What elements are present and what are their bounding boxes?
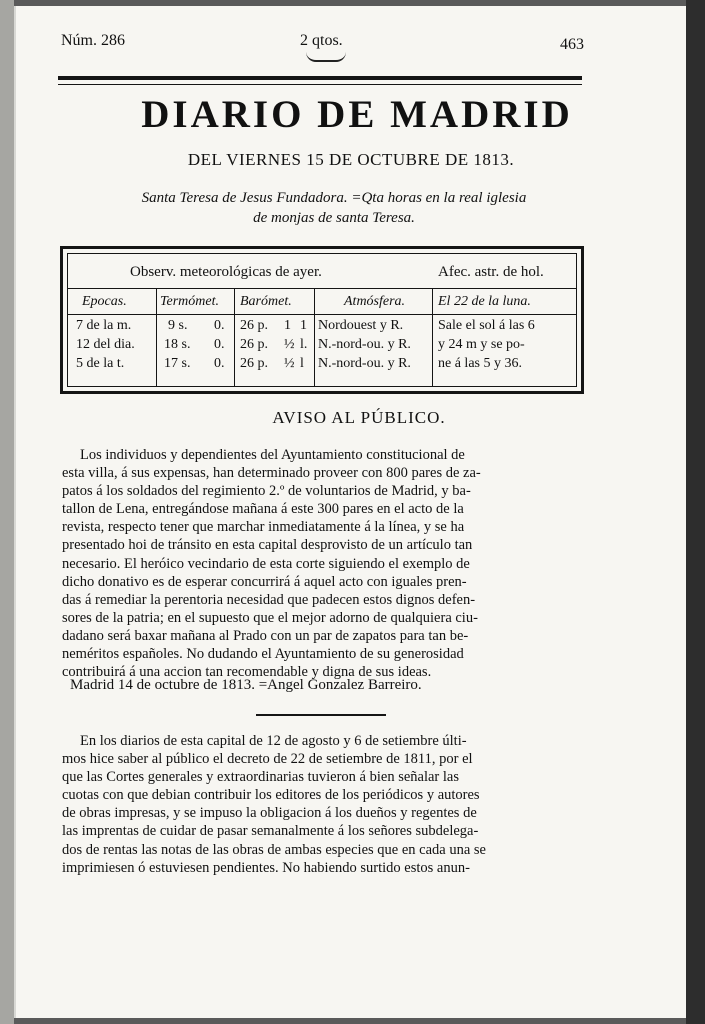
newspaper-page xyxy=(14,6,688,1018)
aviso-line: presentado hoi de tránsito en esta capital desprovisto de un artículo tan xyxy=(62,537,473,554)
aviso-line: Los individuos y dependientes del Ayuntamiento constitucional de xyxy=(80,447,465,463)
col-header-epocas: Epocas. xyxy=(82,294,127,309)
col-header-atmosfera: Atmósfera. xyxy=(344,294,406,309)
meteo-row-2-baro-unit: l. xyxy=(300,337,308,352)
aviso-line: contribuirá á una accion tan recomendable y digna de sus ideas. xyxy=(62,664,432,681)
notice-line: las imprentas de cuidar de pasar semanalmente á los señores subdelega- xyxy=(62,823,479,840)
col-header-barometro: Barómet. xyxy=(240,294,292,309)
meteo-heading-right: Afec. astr. de hol. xyxy=(438,264,544,280)
aviso-line: esta villa, á sus expensas, han determinado proveer con 800 pares de za- xyxy=(62,465,481,482)
meteo-heading-left: Observ. meteorológicas de ayer. xyxy=(130,264,322,280)
header-rule-thin xyxy=(58,84,582,85)
meteo-row-3-baro: 26 p. xyxy=(240,356,268,371)
notice-line: imprimiesen ó estuviesen pendientes. No habiendo surtido estos anun- xyxy=(62,859,470,876)
notice-line: En los diarios de esta capital de 12 de agosto y 6 de setiembre últi- xyxy=(80,733,467,749)
section-divider xyxy=(256,714,386,716)
meteo-row-1-temp-frac: 0. xyxy=(214,318,225,333)
meteo-row-2-temp-frac: 0. xyxy=(214,337,225,352)
notice-body xyxy=(62,732,580,877)
page-number: 463 xyxy=(560,36,584,53)
issue-number: Núm. 286 xyxy=(61,32,125,49)
meteo-row-3-luna: ne á las 5 y 36. xyxy=(438,356,522,371)
saint-line-2: de monjas de santa Teresa. xyxy=(253,210,415,226)
notice-line: de obras impresas, y se impuso la obligacion á los dueños y regentes de xyxy=(62,805,477,822)
col-header-luna: El 22 de la luna. xyxy=(438,294,531,309)
aviso-line: patos á los soldados del regimiento 2.º de voluntarios de Madrid, y ba- xyxy=(62,483,471,500)
meteo-row-2-baro-frac: ½ xyxy=(284,337,295,352)
notice-line: dos de rentas las notas de las obras de ambas especies que en cada una se xyxy=(62,841,486,858)
col-header-termometro: Termómet. xyxy=(160,294,219,309)
meteo-row-2-luna: y 24 m y se po- xyxy=(438,337,525,352)
meteo-row-3-temp-frac: 0. xyxy=(214,356,225,371)
notice-line: mos hice saber al público el decreto de 22 de setiembre de 1811, por el xyxy=(62,751,473,768)
meteo-row-2-temp: 18 s. xyxy=(164,337,191,352)
aviso-signoff: Madrid 14 de octubre de 1813. =Angel Gonzalez Barreiro. xyxy=(70,677,422,693)
meteo-row-1-epoca: 7 de la m. xyxy=(76,318,132,333)
aviso-line: revista, respecto tener que marchar inmediatamente á la línea, y se ha xyxy=(62,519,465,536)
dateline: DEL VIERNES 15 DE OCTUBRE DE 1813. xyxy=(187,150,515,169)
price-brace-ornament xyxy=(306,52,346,62)
meteo-row-2-atmos: N.-nord-ou. y R. xyxy=(318,337,411,352)
aviso-line: das á remediar la perentoria necesidad que padecen estos dignos defen- xyxy=(62,591,476,608)
aviso-line: dicho donativo es de esperar concurrirá á aquel acto con iguales pren- xyxy=(62,573,467,590)
aviso-line: dadano será baxar mañana al Prado con un par de zapatos para tan be- xyxy=(62,627,469,644)
meteo-row-3-epoca: 5 de la t. xyxy=(76,356,125,371)
notice-line: que las Cortes generales y extraordinarias tuvieron á bien señalar las xyxy=(62,769,459,786)
saint-line-1: Santa Teresa de Jesus Fundadora. =Qta horas en la real iglesia xyxy=(141,190,527,206)
aviso-body xyxy=(62,446,580,681)
page-edge xyxy=(686,0,705,1024)
aviso-line: sores de la patria; en el supuesto que el mejor adorno de qualquiera ciu- xyxy=(62,609,478,626)
notice-line: cuotas con que debian contribuir los editores de los periódicos y autores xyxy=(62,787,480,804)
meteo-row-2-epoca: 12 del dia. xyxy=(76,337,135,352)
aviso-heading: AVISO AL PÚBLICO. xyxy=(272,408,446,427)
meteo-row-3-temp: 17 s. xyxy=(164,356,191,371)
meteo-row-1-atmos: Nordouest y R. xyxy=(318,318,404,333)
meteo-row-1-luna: Sale el sol á las 6 xyxy=(438,318,535,333)
issue-price: 2 qtos. xyxy=(300,32,343,49)
aviso-line: tallon de Lena, entregándose mañana á este 300 pares en el acto de la xyxy=(62,501,464,518)
saint-of-day xyxy=(74,188,594,228)
book-gutter xyxy=(0,0,14,1024)
meteo-row-1-baro-unit: 1 xyxy=(300,318,307,333)
masthead-title: DIARIO DE MADRID xyxy=(141,93,573,136)
page-header xyxy=(14,32,688,58)
meteo-row-1-temp: 9 s. xyxy=(168,318,188,333)
meteo-row-3-atmos: N.-nord-ou. y R. xyxy=(318,356,411,371)
meteo-row-3-baro-frac: ½ xyxy=(284,356,295,371)
aviso-line: necesario. El heróico vecindario de esta corte siguiendo el exemplo de xyxy=(62,555,470,572)
meteo-row-1-baro-frac: 1 xyxy=(284,318,291,333)
header-rule-thick xyxy=(58,76,582,80)
aviso-line: neméritos españoles. No dudando el Ayuntamiento de su generosidad xyxy=(62,646,464,663)
meteo-row-2-baro: 26 p. xyxy=(240,337,268,352)
meteorological-table xyxy=(60,246,584,394)
meteo-row-3-baro-unit: l xyxy=(300,356,304,371)
meteo-row-1-baro: 26 p. xyxy=(240,318,268,333)
